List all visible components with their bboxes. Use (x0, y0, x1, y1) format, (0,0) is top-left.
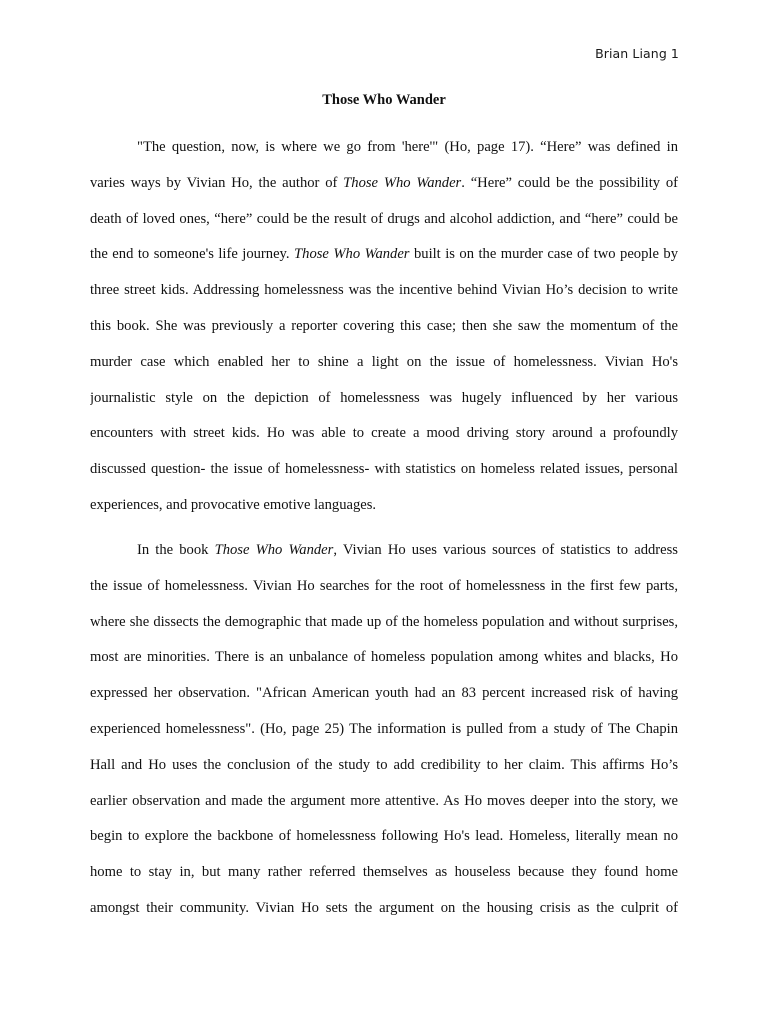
paragraph-2-line: most are minorities. There is an unbalance of homeless population among whites and blacks, Ho (90, 649, 678, 666)
paragraph-2-line: home to stay in, but many rather referred themselves as houseless because they found home (90, 864, 678, 881)
paragraph-1-line: "The question, now, is where we go from 'here'" (Ho, page 17). “Here” was defined in (137, 139, 678, 155)
paragraph-2-line: Hall and Ho uses the conclusion of the study to add credibility to her claim. This affirms Ho’s (90, 756, 678, 773)
paragraph-1-line: discussed question- the issue of homelessness- with statistics on homeless related issues, personal (90, 461, 678, 478)
paragraph-1-line: this book. She was previously a reporter covering this case; then she saw the momentum of the (90, 317, 678, 334)
running-head: Brian Liang 1 (595, 46, 679, 61)
paragraph-1-line: experiences, and provocative emotive languages. (90, 496, 377, 513)
paragraph-2-line: earlier observation and made the argument more attentive. As Ho moves deeper into the story, we (90, 792, 678, 809)
paragraph-2-line: where she dissects the demographic that made up of the homeless population and without surprises, (90, 613, 678, 630)
essay-title: Those Who Wander (322, 92, 446, 108)
paragraph-2-line: amongst their community. Vivian Ho sets the argument on the housing crisis as the culprit of (90, 899, 678, 916)
paragraph-2-line: In the book Those Who Wander, Vivian Ho uses various sources of statistics to address (137, 542, 678, 558)
paragraph-1-line: death of loved ones, “here” could be the result of drugs and alcohol addiction, and “here” could be (90, 210, 678, 227)
book-title: Those Who Wander (343, 174, 462, 191)
paragraph-2-line: begin to explore the backbone of homelessness following Ho's lead. Homeless, literally mean no (90, 828, 678, 845)
paragraph-1-line: three street kids. Addressing homelessness was the incentive behind Vivian Ho’s decision to write (90, 282, 678, 299)
book-title: Those Who Wander (294, 246, 410, 263)
book-title: Those Who Wander (214, 542, 334, 558)
paragraph-1-line: the end to someone's life journey. Those Who Wander built is on the murder case of two people by (90, 246, 678, 263)
paragraph-2-line: experienced homelessness". (Ho, page 25) The information is pulled from a study of The Chapin (90, 720, 678, 737)
paragraph-1 (90, 130, 678, 524)
paragraph-2 (90, 533, 678, 927)
paragraph-1-line: varies ways by Vivian Ho, the author of Those Who Wander. “Here” could be the possibility of (90, 174, 678, 191)
paragraph-2-line: expressed her observation. "African American youth had an 83 percent increased risk of having (90, 685, 678, 702)
paragraph-2-line: the issue of homelessness. Vivian Ho searches for the root of homelessness in the first few parts, (90, 577, 678, 594)
paragraph-1-line: encounters with street kids. Ho was able to create a mood driving story around a profoundly (90, 425, 678, 442)
paragraph-1-line: murder case which enabled her to shine a light on the issue of homelessness. Vivian Ho's (90, 353, 678, 370)
paragraph-1-line: journalistic style on the depiction of homelessness was hugely influenced by her various (90, 389, 678, 406)
